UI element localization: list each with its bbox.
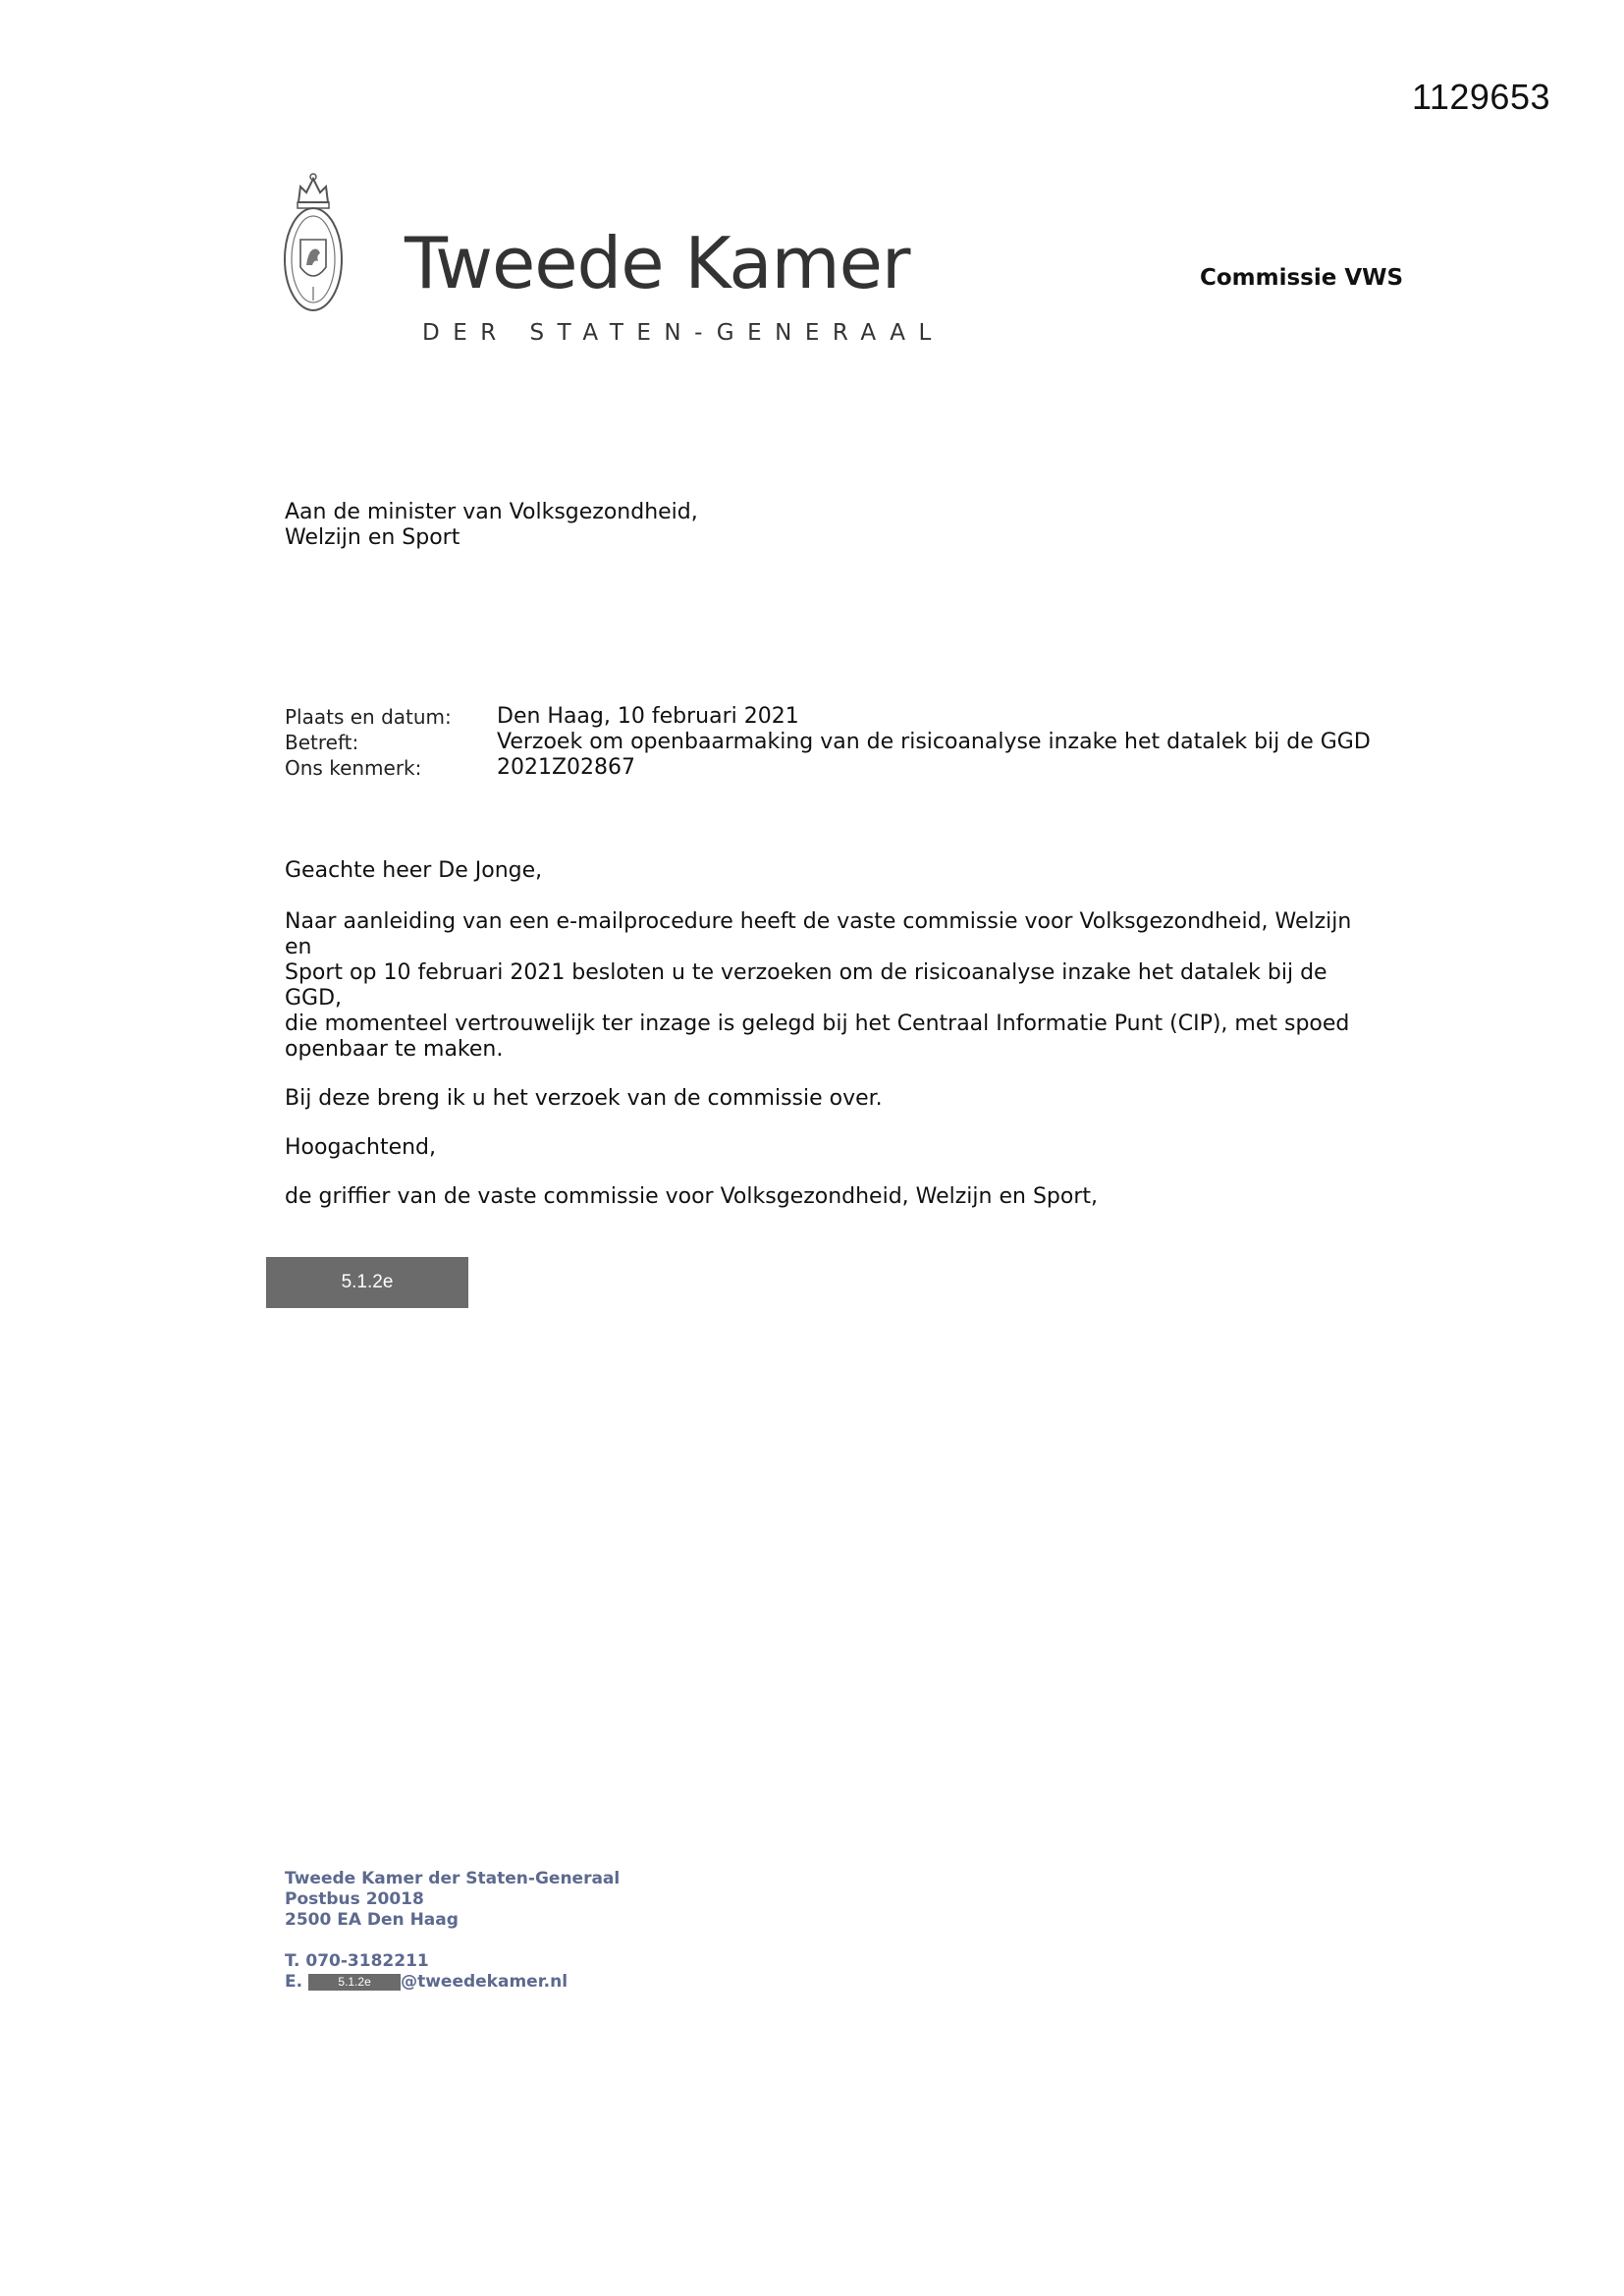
meta-label: Betreft: [285,731,359,754]
meta-label: Plaats en datum: [285,705,452,729]
footer-email-domain: @tweedekamer.nl [401,1972,568,1992]
meta-label: Ons kenmerk: [285,756,422,780]
meta-row-subject [285,730,1371,755]
letterhead-subtitle: DER STATEN-GENERAAL [422,320,945,346]
footer-city: 2500 EA Den Haag [285,1910,459,1930]
footer-address [285,1869,620,1993]
footer-email [285,1972,620,1993]
paragraph-line: die momenteel vertrouwelijk ter inzage is gelegd bij het Centraal Informatie Punt (CIP), met spoed [285,1011,1350,1036]
paragraph-line: Sport op 10 februari 2021 besloten u te verzoeken om de risicoanalyse inzake het datalek bij de GGD, [285,960,1327,1011]
letterhead-title: Tweede Kamer [405,222,910,304]
meta-value: 2021Z02867 [497,755,636,780]
paragraph-line: Naar aanleiding van een e-mailprocedure heeft de vaste commissie voor Volksgezondheid, Welzijn en [285,909,1352,959]
committee-name: Commissie VWS [1200,265,1404,291]
footer-org: Tweede Kamer der Staten-Generaal [285,1869,621,1888]
signature-line: de griffier van de vaste commissie voor Volksgezondheid, Welzijn en Sport, [285,1184,1098,1209]
letter-meta [285,704,1371,781]
meta-value: Den Haag, 10 februari 2021 [497,704,799,729]
paragraph [285,909,1384,1063]
paragraph: Bij deze breng ik u het verzoek van de commissie over. [285,1086,883,1111]
letter-body [285,858,1384,1233]
recipient-line: Welzijn en Sport [285,525,460,550]
paragraph-line: openbaar te maken. [285,1037,504,1062]
crest-emblem-icon [283,169,344,314]
footer-postbus: Postbus 20018 [285,1889,424,1909]
meta-value: Verzoek om openbaarmaking van de risicoanalyse inzake het datalek bij de GGD [497,730,1371,754]
document-number: 1129653 [1412,77,1550,117]
closing: Hoogachtend, [285,1135,437,1160]
meta-row-date [285,704,1371,730]
recipient-address [285,500,698,551]
footer-phone: T. 070-3182211 [285,1951,429,1971]
salutation: Geachte heer De Jonge, [285,858,543,883]
meta-row-reference [285,755,1371,781]
recipient-line: Aan de minister van Volksgezondheid, [285,500,698,524]
redaction-block: 5.1.2e [266,1257,468,1308]
footer-email-prefix: E. [285,1972,303,1992]
footer-email-redaction: 5.1.2e [308,1974,401,1991]
